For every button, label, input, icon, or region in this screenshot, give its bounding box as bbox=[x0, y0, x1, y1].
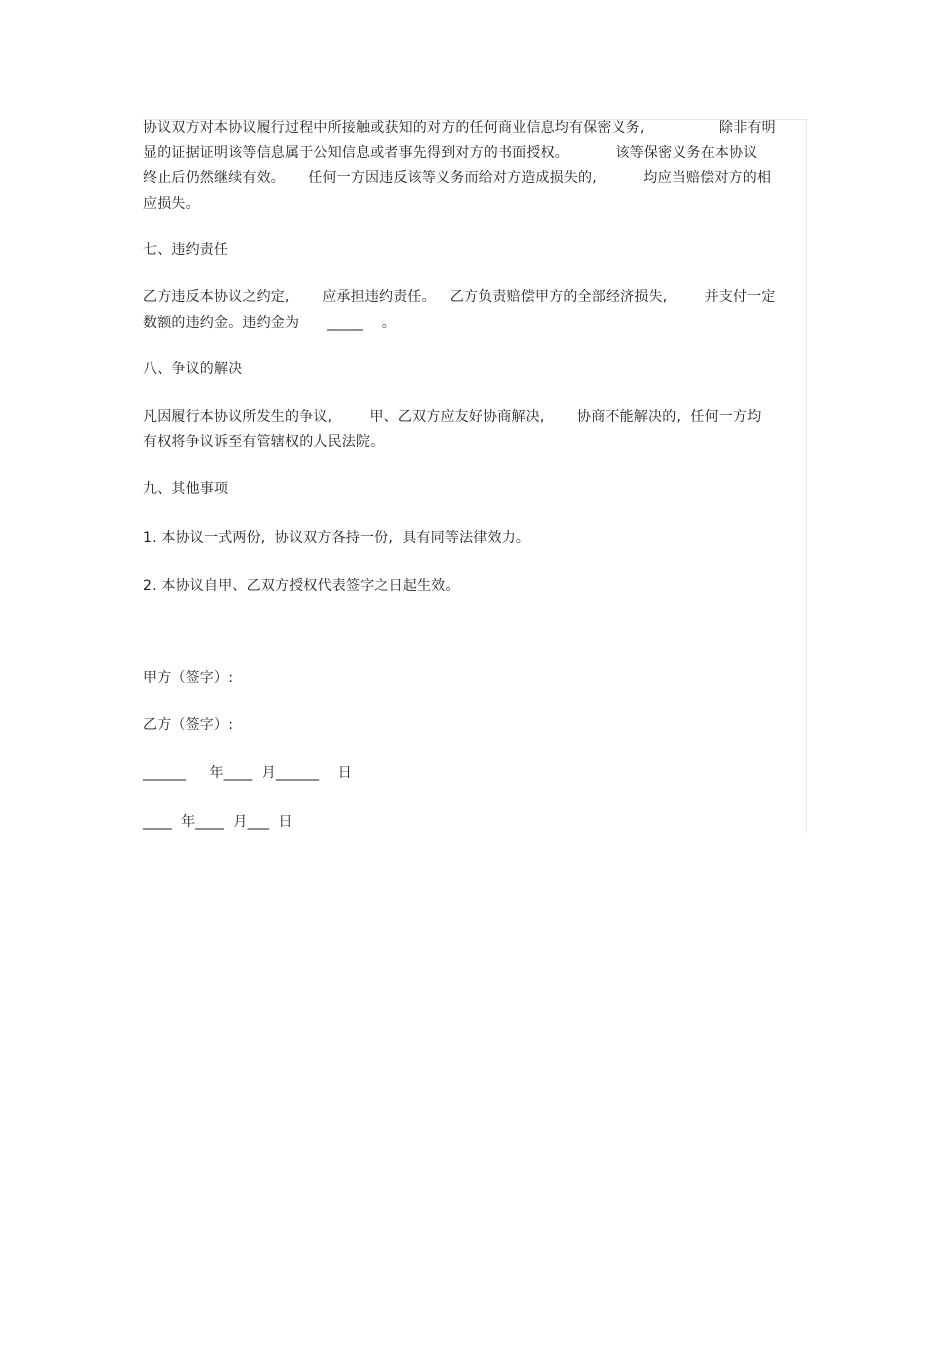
section-8-line-2: 有权将争议诉至有管辖权的人民法院。 bbox=[143, 434, 385, 450]
section-7-line-2: 数额的违约金。违约金为 _____ 。 bbox=[143, 315, 396, 331]
section-7-line-1: 乙方违反本协议之约定, 应承担违约责任。 乙方负责赔偿甲方的全部经济损失, 并支付一定 bbox=[143, 289, 776, 305]
confidentiality-line-2: 显的证据证明该等信息属于公知信息或者事先得到对方的书面授权。 该等保密义务在本协议 bbox=[143, 145, 758, 161]
section-7-heading: 七、违约责任 bbox=[143, 242, 229, 258]
confidentiality-line-3: 终止后仍然继续有效。 任何一方因违反该等义务而给对方造成损失的, 均应当赔偿对方的相 bbox=[143, 170, 772, 186]
section-9-item-1: 1. 本协议一式两份, 协议双方各持一份, 具有同等法律效力。 bbox=[143, 530, 531, 546]
section-8-heading: 八、争议的解决 bbox=[143, 361, 243, 377]
party-a-date-line: ______ 年____ 月______ 日 bbox=[143, 765, 352, 781]
party-b-signature-label: 乙方（签字）: bbox=[143, 717, 234, 733]
confidentiality-line-1: 协议双方对本协议履行过程中所接触或获知的对方的任何商业信息均有保密义务, 除非有明 bbox=[143, 120, 776, 136]
section-8-line-1: 凡因履行本协议所发生的争议, 甲、乙双方应友好协商解决, 协商不能解决的, 任何一方均 bbox=[143, 409, 762, 425]
section-9-item-2: 2. 本协议自甲、乙双方授权代表签字之日起生效。 bbox=[143, 578, 460, 594]
party-b-date-line: ____ 年____ 月___ 日 bbox=[143, 814, 293, 830]
content-frame bbox=[143, 119, 807, 833]
confidentiality-line-4: 应损失。 bbox=[143, 196, 200, 212]
party-a-signature-label: 甲方（签字）: bbox=[143, 670, 234, 686]
section-9-heading: 九、其他事项 bbox=[143, 481, 229, 497]
